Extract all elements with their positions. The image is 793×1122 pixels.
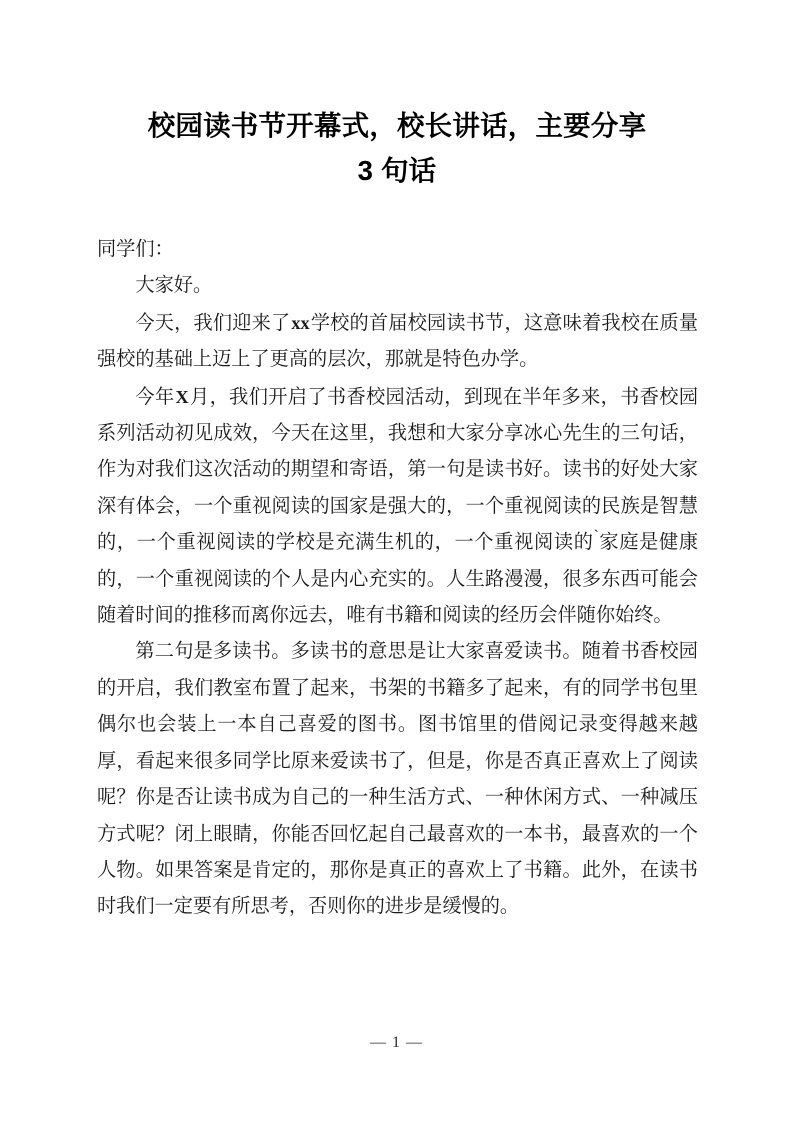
page-title-line-1: 校园读书节开幕式，校长讲话，主要分享 [147,110,647,141]
document-body [97,232,698,926]
paragraph-first-sentence: 今年X月，我们开启了书香校园活动，到现在半年多来，书香校园系列活动初见成效，今天在这里，我想和大家分享冰心先生的三句话，作为对我们这次活动的期望和寄语，第一句是读书好。读书的好处大家深有体会，一个重视阅读的国家是强大的，一个重视阅读的民族是智慧的，一个重视阅读的学校是充满生机的，一个重视阅读的`家庭是健康的，一个重视阅读的个人是内心充实的。人生路漫漫，很多东西可能会随着时间的推移而离你远去，唯有书籍和阅读的经历会伴随你始终。 [97,386,699,627]
placeholder-token: X [175,386,189,407]
paragraph-second-sentence: 第二句是多读书。多读书的意思是让大家喜爱读书。随着书香校园的开启，我们教室布置了起来，书架的书籍多了起来，有的同学书包里偶尔也会装上一本自己喜爱的图书。图书馆里的借阅记录变得越来越厚，看起来很多同学比原来爱读书了，但是，你是否真正喜欢上了阅读呢？你是否让读书成为自己的一种生活方式、一种休闲方式、一种减压方式呢？闭上眼睛，你能否回忆起自己最喜欢的一本书，最喜欢的一个人物。如果答案是肯定的，那你是真正的喜欢上了书籍。此外，在读书时我们一定要有所思考，否则你的进步是缓慢的。 [97,641,698,918]
salutation: 同学们： [97,239,174,260]
page-title [97,103,697,193]
placeholder-token: xx [291,312,310,333]
paragraph-opening: 今天，我们迎来了xx学校的首届校园读书节，这意味着我校在质量强校的基础上迈上了更高的层次，那就是特色办学。 [97,312,699,371]
scan-artifact-tick: ` [593,527,599,545]
paragraph-greeting: 大家好。 [135,275,213,297]
page-title-line-2: 3 句话 [357,155,437,186]
page-number-footer: — 1 — [370,1034,423,1051]
